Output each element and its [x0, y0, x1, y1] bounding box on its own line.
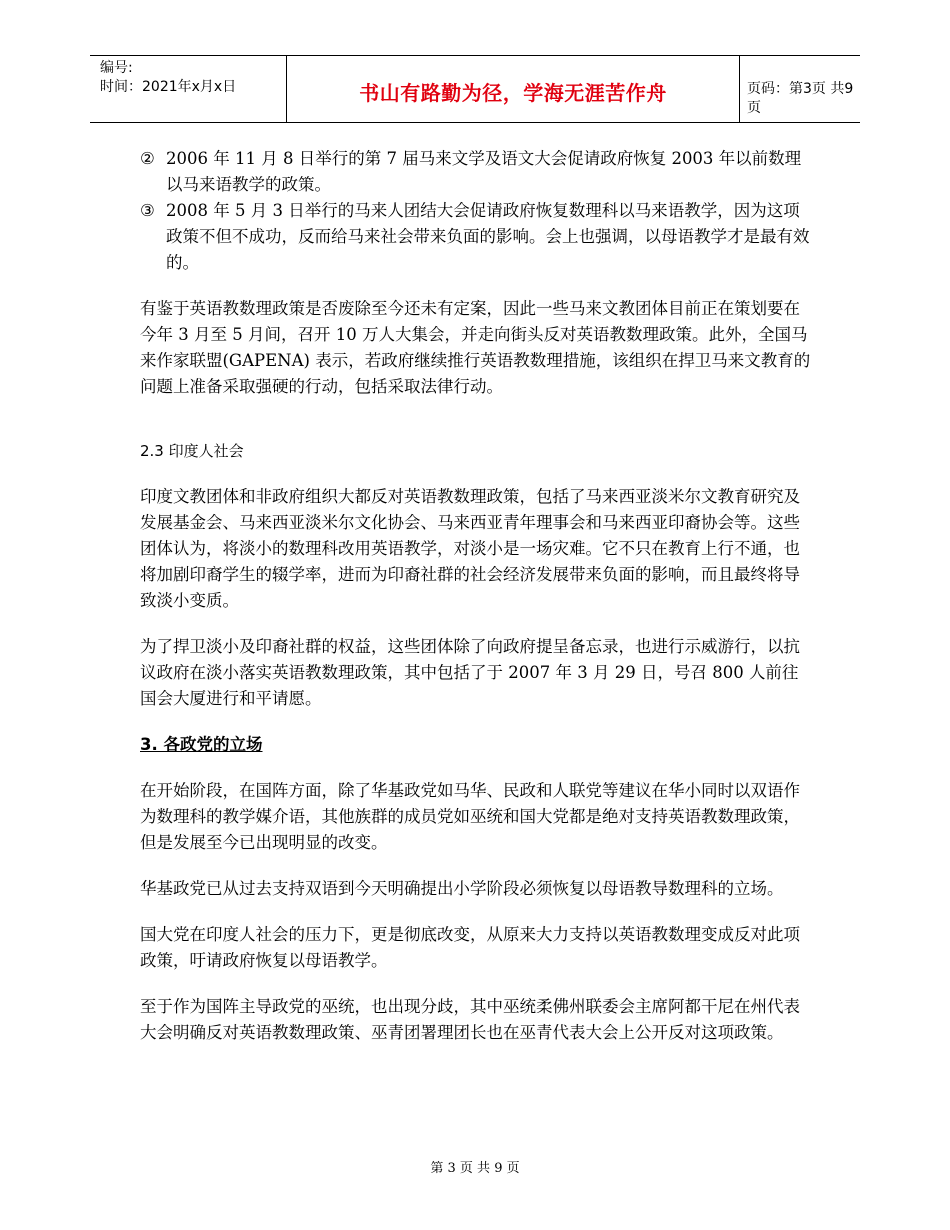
list-item [140, 146, 812, 198]
section-heading: 2.3 印度人社会 [140, 442, 244, 460]
document-body [140, 146, 812, 1046]
list-marker: ③ [140, 201, 155, 220]
document-number-label: 编号: [100, 60, 133, 76]
section-heading: 3. 各政党的立场 [140, 735, 263, 754]
header-page-info: 页码：第3页 共9页 [747, 81, 854, 116]
header-motto-cell [286, 56, 740, 122]
page-footer: 第 3 页 共 9 页 [430, 1161, 520, 1176]
paragraph: 华基政党已从过去支持双语到今天明确提出小学阶段必须恢复以母语教导数理科的立场。 [140, 879, 784, 898]
document-time-label: 时间：2021年x月x日 [100, 79, 237, 95]
list-item-text: 2006 年 11 月 8 日举行的第 7 届马来文学及语文大会促请政府恢复 2003 年以前数理以马来语教学的政策。 [166, 149, 802, 194]
paragraph: 至于作为国阵主导政党的巫统，也出现分歧，其中巫统柔佛州联委会主席阿都干尼在州代表大会明确反对英语教数理政策、巫青团署理团长也在巫青代表大会上公开反对这项政策。 [140, 997, 800, 1042]
header-page-cell [739, 56, 860, 122]
document-header [90, 55, 860, 123]
list-item [140, 198, 812, 276]
paragraph: 在开始阶段，在国阵方面，除了华基政党如马华、民政和人联党等建议在华小同时以双语作为数理科的教学媒介语，其他族群的成员党如巫统和国大党都是绝对支持英语教数理政策，但是发展至今已出现明显的改变。 [140, 781, 800, 852]
list-item-text: 2008 年 5 月 3 日举行的马来人团结大会促请政府恢复数理科以马来语教学，因为这项政策不但不成功，反而给马来社会带来负面的影响。会上也强调，以母语教学才是最有效的。 [166, 201, 810, 272]
paragraph: 国大党在印度人社会的压力下，更是彻底改变，从原来大力支持以英语教数理变成反对此项政策，吁请政府恢复以母语教学。 [140, 925, 800, 970]
header-meta-cell [90, 56, 286, 122]
paragraph: 有鉴于英语教数理政策是否废除至今还未有定案，因此一些马来文教团体目前正在策划要在今年 3 月至 5 月间，召开 10 万人大集会，并走向街头反对英语教数理政策。此外，全国马来作家联盟(GAPENA) 表示，若政府继续推行英语教数理措施，该组织在捍卫马来文教育的问题上准备采取强硬的行动，包括采取法律行动。 [140, 299, 811, 396]
header-motto: 书山有路勤为径，学海无涯苦作舟 [359, 81, 667, 105]
list-marker: ② [140, 149, 155, 168]
paragraph: 为了捍卫淡小及印裔社群的权益，这些团体除了向政府提呈备忘录，也进行示威游行，以抗议政府在淡小落实英语教数理政策，其中包括了于 2007 年 3 月 29 日，号召 800 人前往国会大厦进行和平请愿。 [140, 637, 800, 708]
paragraph: 印度文教团体和非政府组织大都反对英语教数理政策，包括了马来西亚淡米尔文教育研究及发展基金会、马来西亚淡米尔文化协会、马来西亚青年理事会和马来西亚印裔协会等。这些团体认为，将淡小的数理科改用英语教学，对淡小是一场灾难。它不只在教育上行不通，也将加剧印裔学生的辍学率，进而为印裔社群的社会经济发展带来负面的影响，而且最终将导致淡小变质。 [140, 487, 800, 610]
